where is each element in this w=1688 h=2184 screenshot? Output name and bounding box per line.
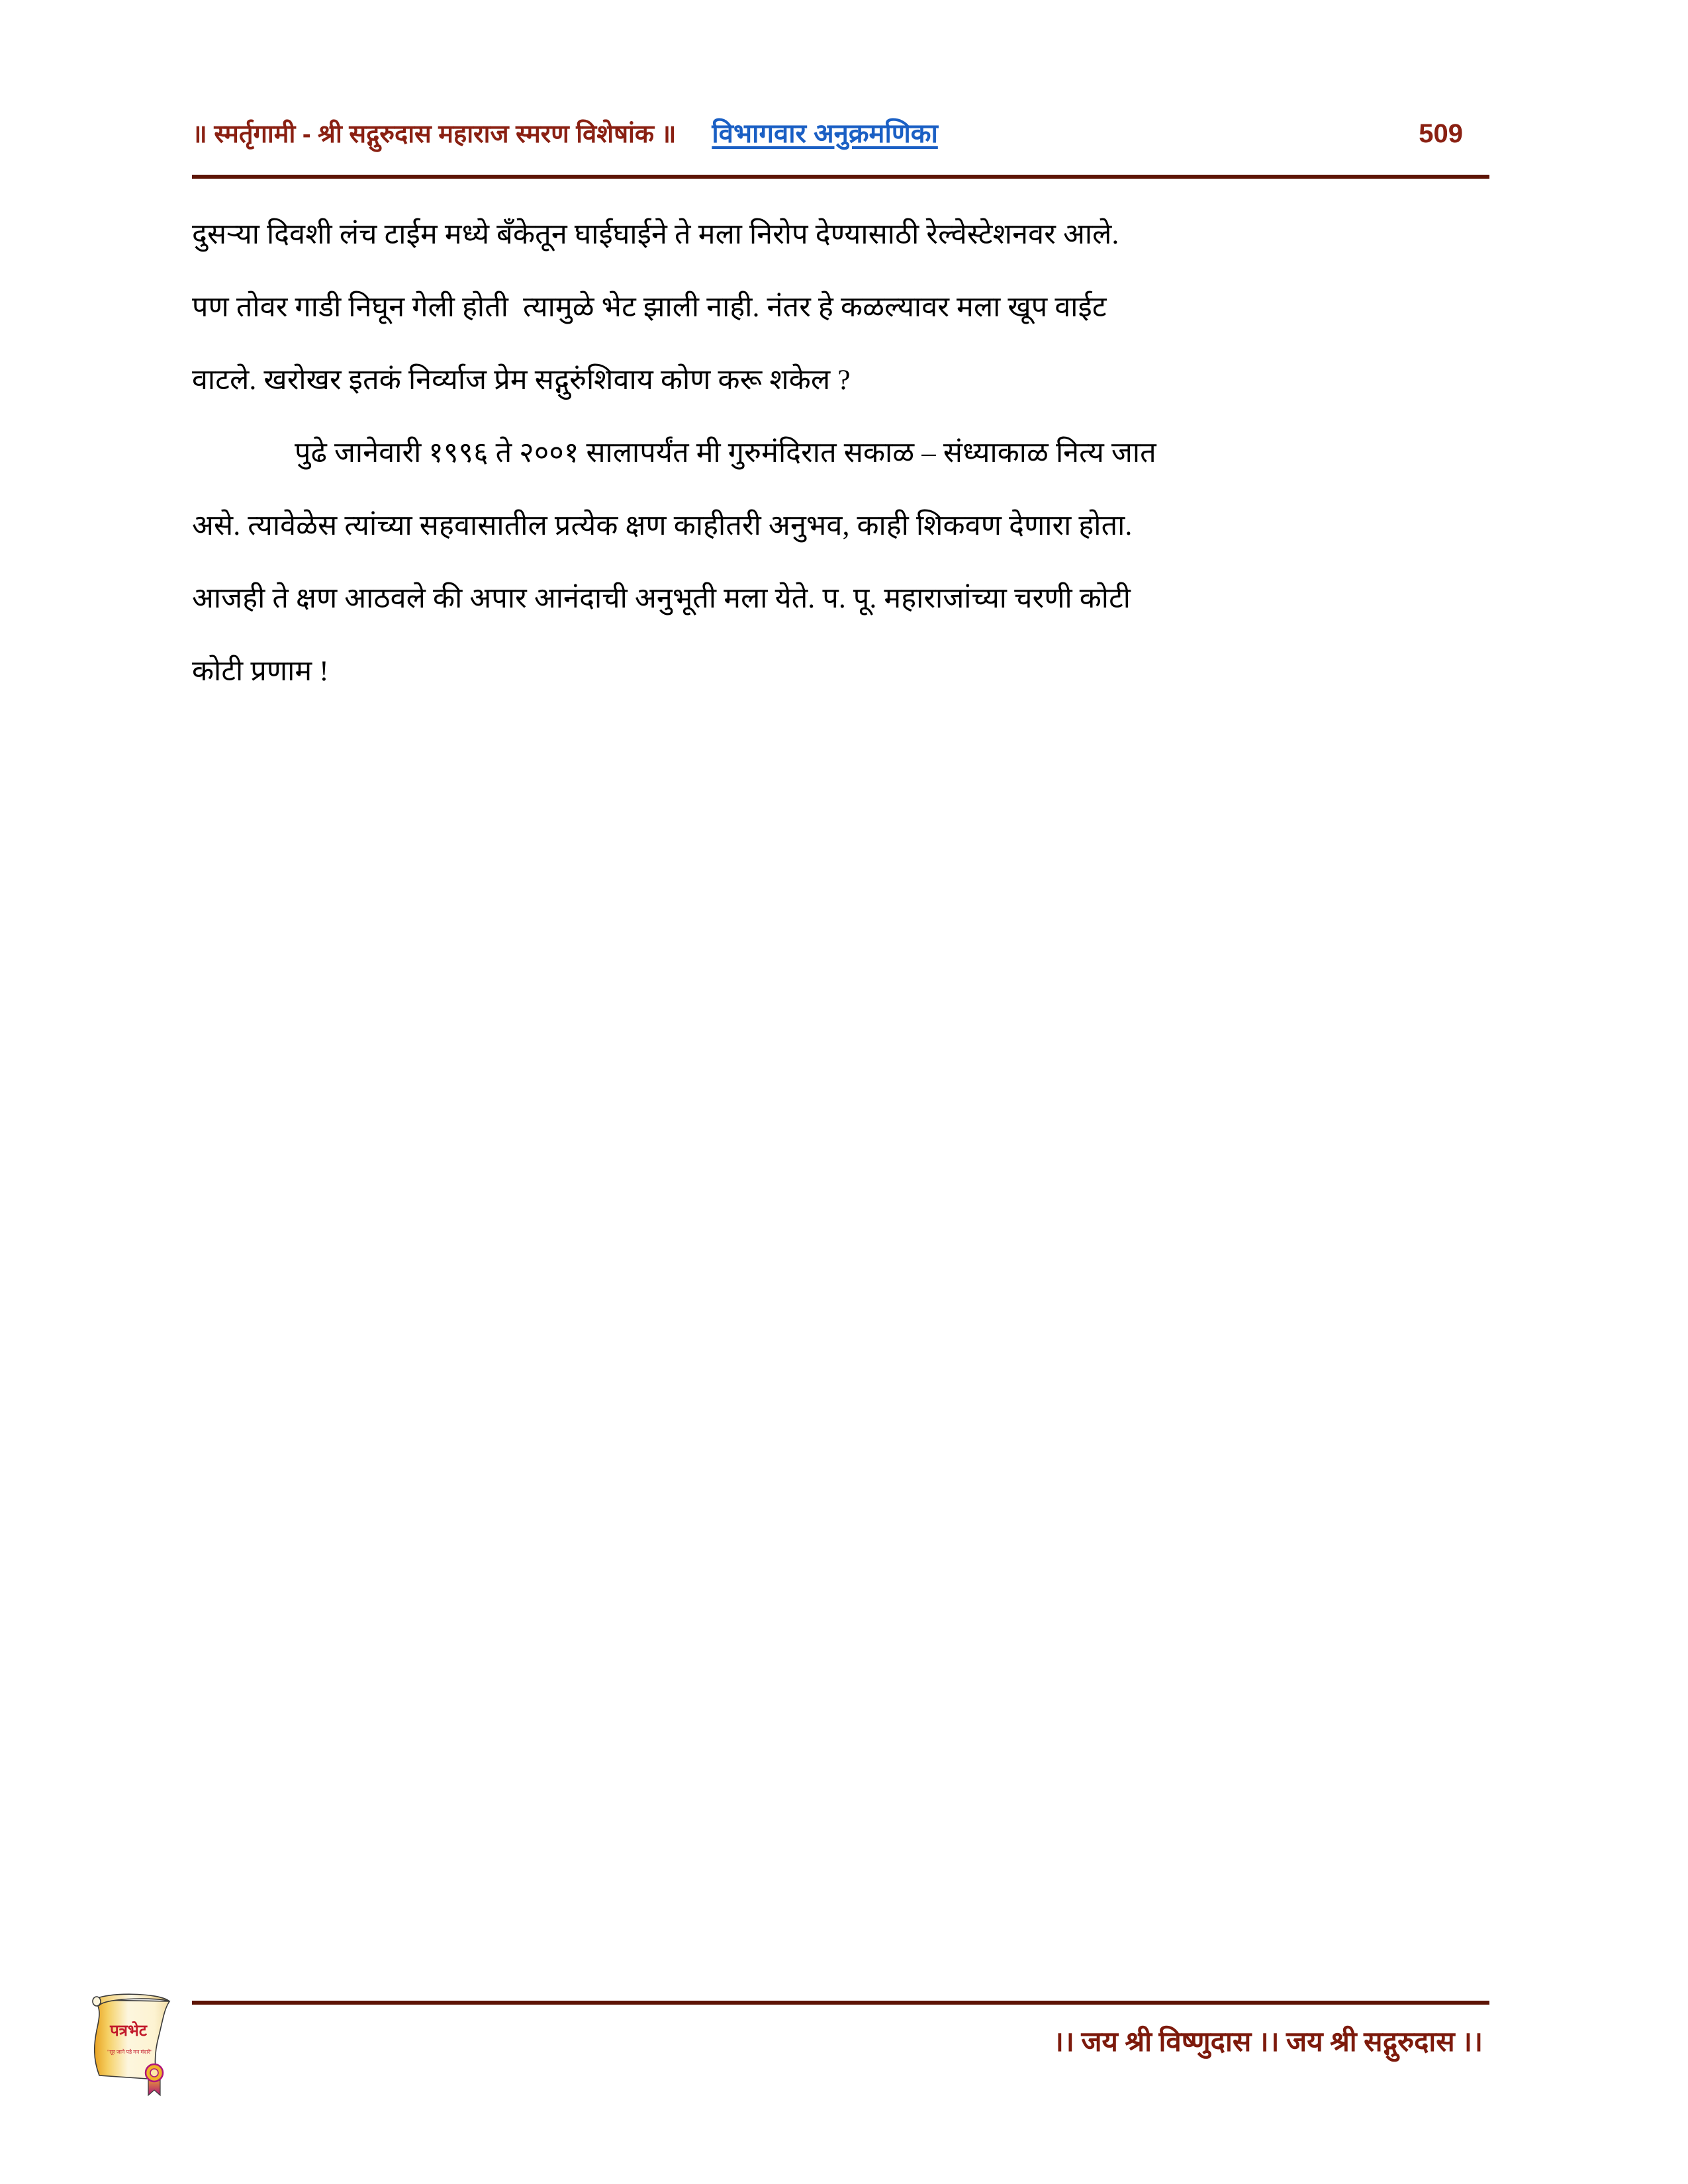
header-title: ॥ स्मर्तृगामी - श्री सद्गुरुदास महाराज स्मरण विशेषांक ॥ xyxy=(192,120,677,148)
body-content xyxy=(192,199,1496,708)
text-line: वाटले. खरोखर इतकं निर्व्याज प्रेम सद्गुरुंशिवाय कोण करू शकेल ? xyxy=(192,365,851,396)
patrabhet-scroll-logo xyxy=(79,1979,185,2101)
text-line: कोटी प्रणाम ! xyxy=(192,656,329,687)
footer-blessing: ।। जय श्री विष्णुदास ।। जय श्री सद्गुरुदास ।। xyxy=(1053,2027,1483,2058)
paragraph-2 xyxy=(192,417,1496,708)
text-line: आजही ते क्षण आठवले की अपार आनंदाची अनुभूती मला येते. प. पू. महाराजांच्या चरणी कोटी xyxy=(192,583,1131,614)
text-line: पुढे जानेवारी १९९६ ते २००१ सालापर्यंत मी गुरुमंदिरात सकाळ – संध्याकाळ नित्य जात xyxy=(295,437,1156,469)
page-number: 509 xyxy=(1419,119,1463,148)
rosette-inner xyxy=(150,2069,158,2077)
paragraph-1 xyxy=(192,199,1496,417)
text-line: पण तोवर गाडी निघून गेली होती त्यामुळे भेट झाली नाही. नंतर हे कळल्यावर मला खूप वाईट xyxy=(192,292,1107,323)
scroll-tagline-text: "सूर जाने पडे मन मंदारे" xyxy=(107,2049,153,2055)
index-link[interactable]: विभागवार अनुक्रमणिका xyxy=(712,119,938,148)
text-line: असे. त्यावेळेस त्यांच्या सहवासातील प्रत्येक क्षण काहीतरी अनुभव, काही शिकवण देणारा होता. xyxy=(192,510,1133,541)
page-header xyxy=(192,99,1489,147)
scroll-title-text: पत्रभेट xyxy=(110,2023,147,2040)
footer-divider xyxy=(192,2001,1489,2005)
header-divider xyxy=(192,175,1489,179)
text-line: दुसऱ्या दिवशी लंच टाईम मध्ये बँकेतून घाईघाईने ते मला निरोप देण्यासाठी रेल्वेस्टेशनवर आले. xyxy=(192,219,1119,250)
scroll-curl-end xyxy=(93,1997,101,2006)
